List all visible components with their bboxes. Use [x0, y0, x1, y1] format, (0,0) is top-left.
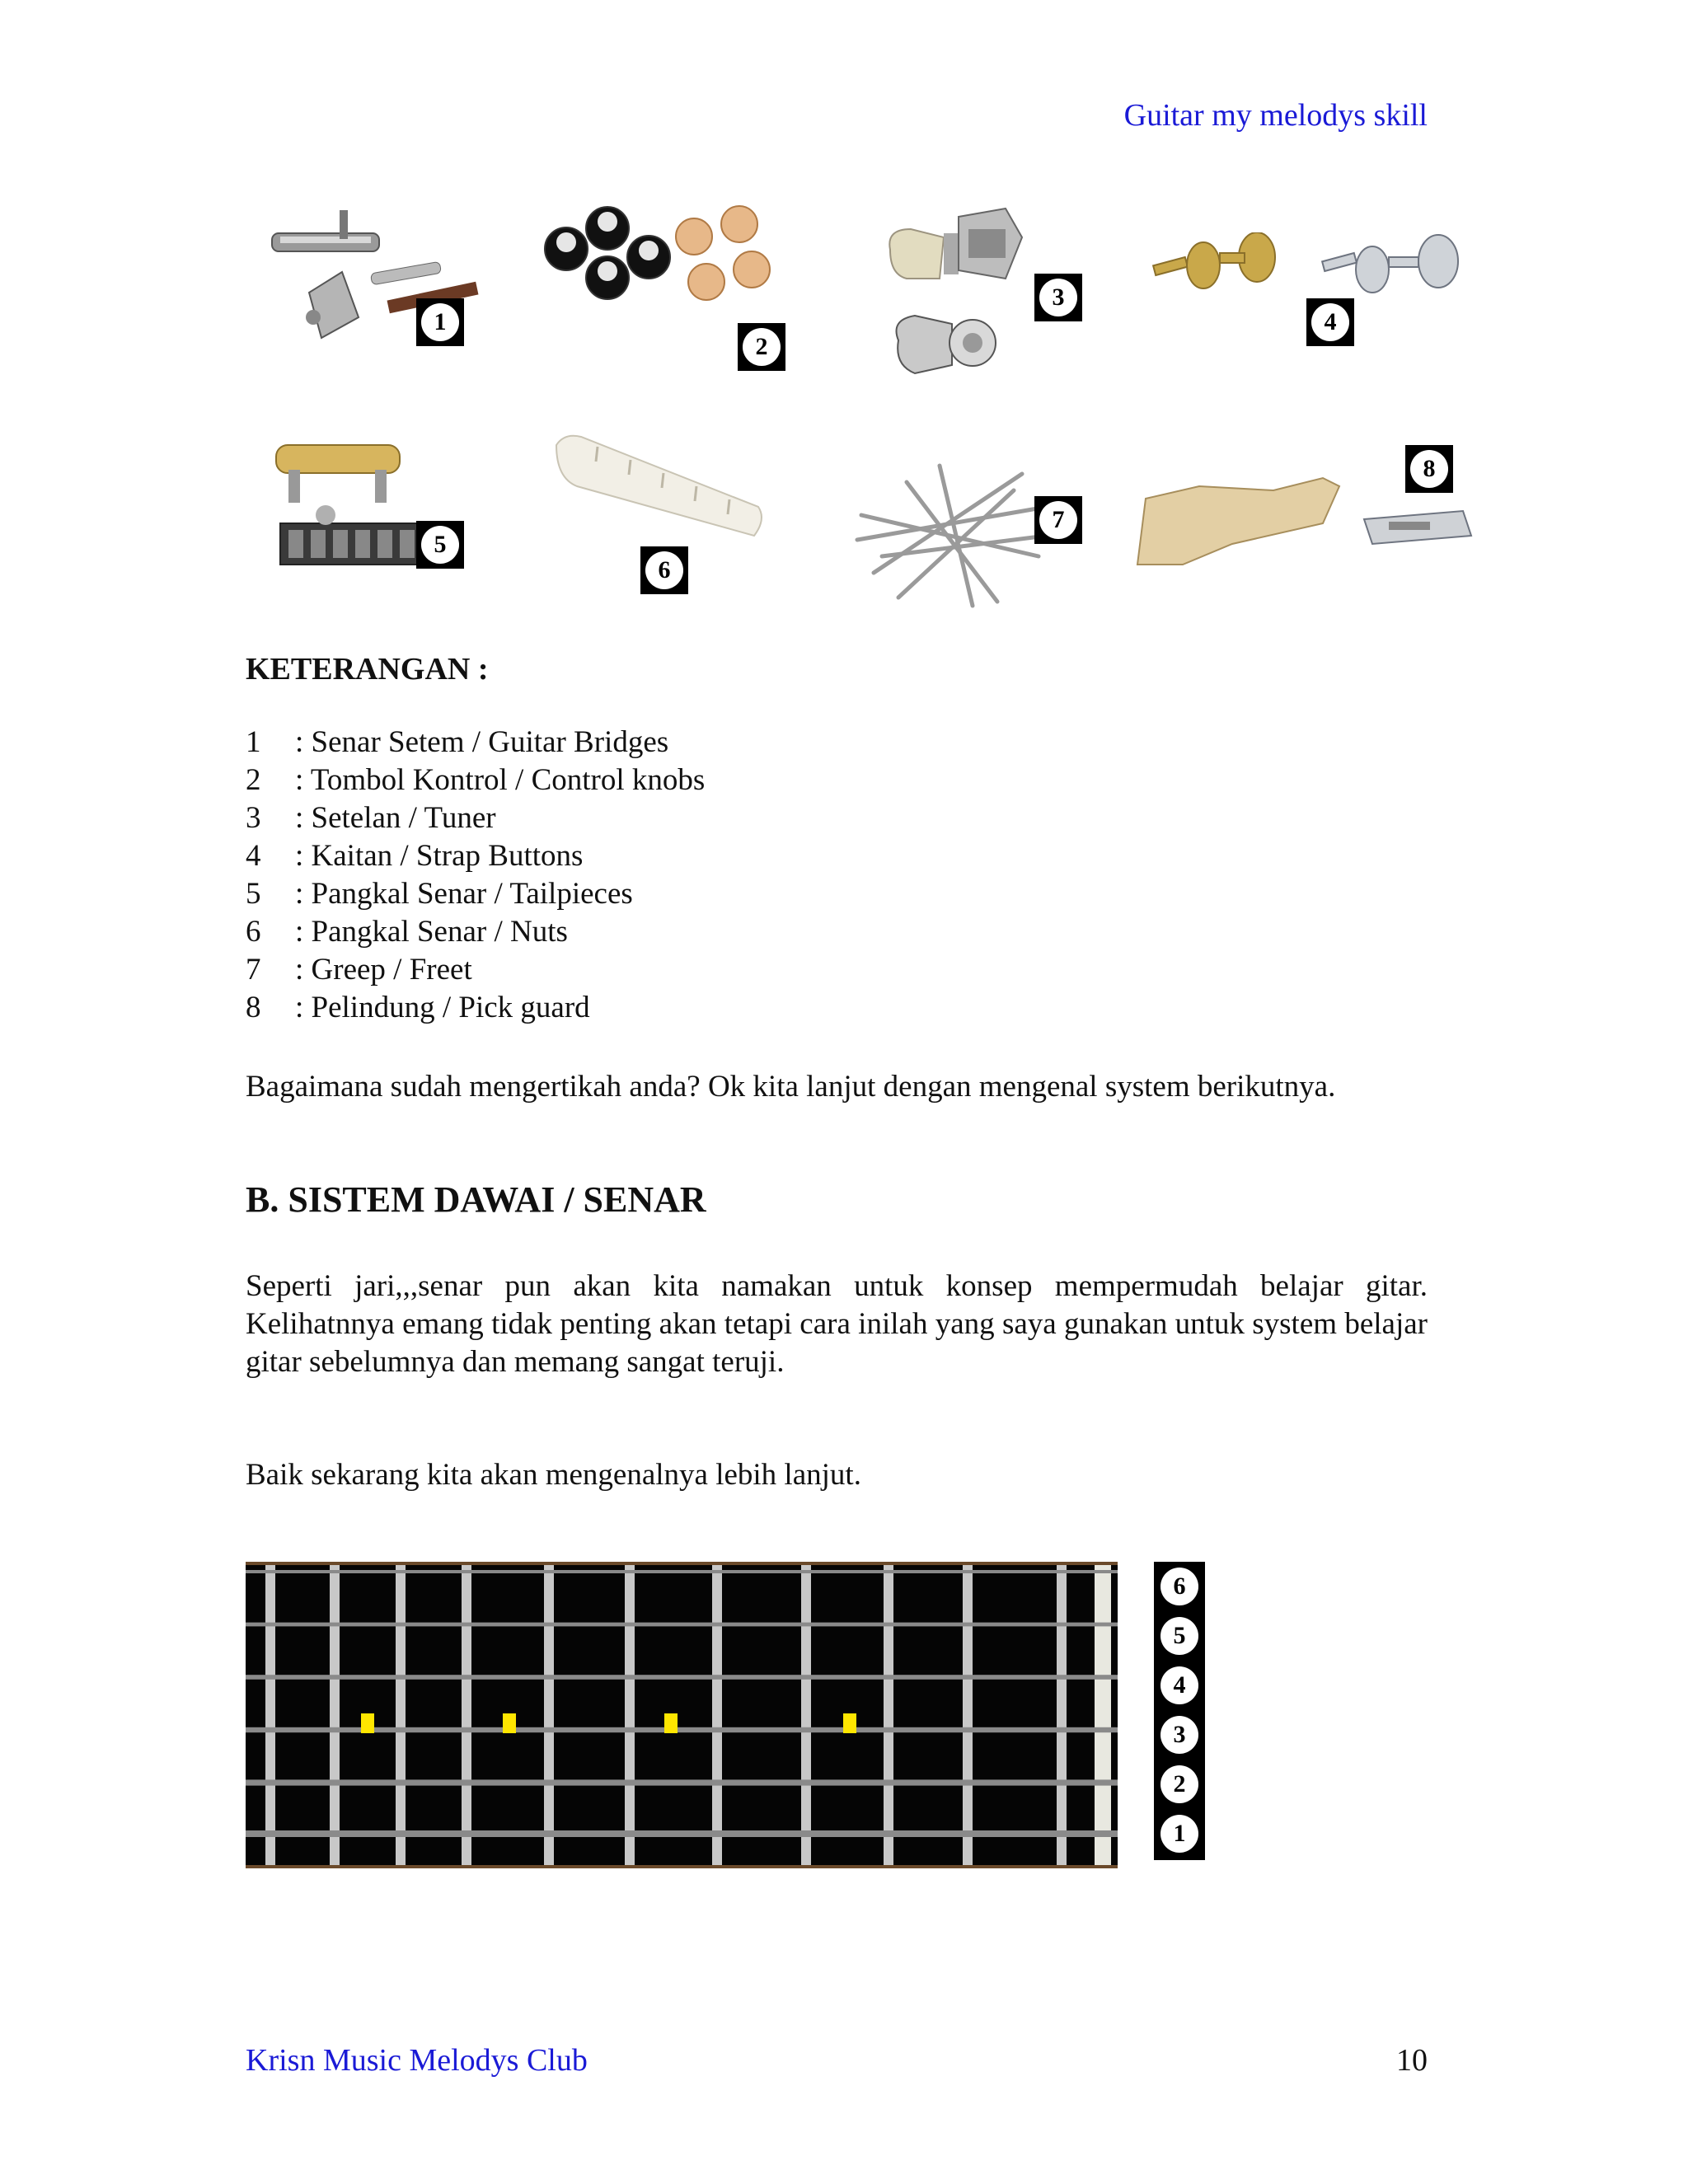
- part-badge-1: 1: [416, 298, 464, 346]
- header-title: Guitar my melodys skill: [1123, 98, 1428, 133]
- fretboard-edge: [246, 1865, 1118, 1868]
- fret: [544, 1565, 554, 1865]
- fret: [963, 1565, 973, 1865]
- part-badge-2: 2: [738, 323, 785, 371]
- fret: [462, 1565, 471, 1865]
- fretboard-diagram: [246, 1562, 1118, 1868]
- legend-item: 1 : Senar Setem / Guitar Bridges: [246, 725, 669, 759]
- fret: [396, 1565, 406, 1865]
- parts-legend: [246, 724, 705, 1027]
- fret: [265, 1565, 275, 1865]
- part-badge-8: 8: [1405, 445, 1453, 493]
- fret-marker: [503, 1713, 516, 1733]
- guitar-string: [246, 1727, 1118, 1732]
- string-label: 4: [1154, 1661, 1205, 1710]
- legend-item: 8 : Pelindung / Pick guard: [246, 991, 590, 1024]
- legend-item: 7 : Greep / Freet: [246, 953, 472, 987]
- part-badge-3: 3: [1034, 274, 1082, 321]
- guitar-string: [246, 1675, 1118, 1680]
- part-badge-6: 6: [640, 546, 688, 594]
- section-b-paragraph-2: Baik sekarang kita akan mengenalnya lebih lanjut.: [246, 1458, 861, 1492]
- frets-icon: [849, 457, 1055, 610]
- guitar-string: [246, 1779, 1118, 1785]
- paragraph-understanding: Bagaimana sudah mengertikah anda? Ok kita lanjut dengan mengenal system berikutnya.: [246, 1070, 1336, 1104]
- footer-club-name: Krisn Music Melodys Club: [246, 2043, 588, 2078]
- guitar-string: [246, 1570, 1118, 1573]
- legend-item: 6 : Pangkal Senar / Nuts: [246, 915, 568, 949]
- fret-marker: [664, 1713, 678, 1733]
- tailpieces-icon: [268, 424, 433, 593]
- part-badge-7: 7: [1034, 496, 1082, 544]
- fret: [330, 1565, 340, 1865]
- legend-item: 4 : Kaitan / Strap Buttons: [246, 839, 584, 873]
- fret: [1057, 1565, 1067, 1865]
- fretboard-edge: [246, 1562, 1118, 1565]
- section-b-paragraph-1: Seperti jari,,,senar pun akan kita namakan untuk konsep mempermudah belajar gitar. Kelihatnnya emang tidak penting akan tetapi cara inilah yang saya gunakan untuk system belajar gitar sebelumnya dan memang sangat teruji.: [246, 1269, 1428, 1379]
- fret: [625, 1565, 635, 1865]
- control-knobs-icon: [537, 191, 793, 335]
- part-badge-4: 4: [1306, 298, 1354, 346]
- string-number-column: [1154, 1562, 1205, 1860]
- section-b-heading: B. SISTEM DAWAI / SENAR: [246, 1179, 706, 1220]
- fret: [712, 1565, 722, 1865]
- nut: [1095, 1565, 1111, 1865]
- guitar-string: [246, 1830, 1118, 1837]
- fret-marker: [361, 1713, 374, 1733]
- string-label: 2: [1154, 1760, 1205, 1809]
- part-badge-5: 5: [416, 521, 464, 569]
- string-label: 5: [1154, 1611, 1205, 1661]
- legend-item: 2 : Tombol Kontrol / Control knobs: [246, 763, 706, 797]
- fret-marker: [843, 1713, 856, 1733]
- keterangan-heading: KETERANGAN :: [246, 652, 489, 687]
- nut-icon: [548, 429, 771, 560]
- fret: [801, 1565, 811, 1865]
- legend-item: 5 : Pangkal Senar / Tailpieces: [246, 877, 633, 911]
- page-number: 10: [1396, 2043, 1428, 2078]
- legend-item: 3 : Setelan / Tuner: [246, 801, 496, 835]
- guitar-string: [246, 1623, 1118, 1627]
- fretboard-wood: [246, 1562, 1118, 1868]
- fret: [884, 1565, 893, 1865]
- string-label: 3: [1154, 1710, 1205, 1760]
- string-label: 1: [1154, 1809, 1205, 1858]
- string-label: 6: [1154, 1562, 1205, 1611]
